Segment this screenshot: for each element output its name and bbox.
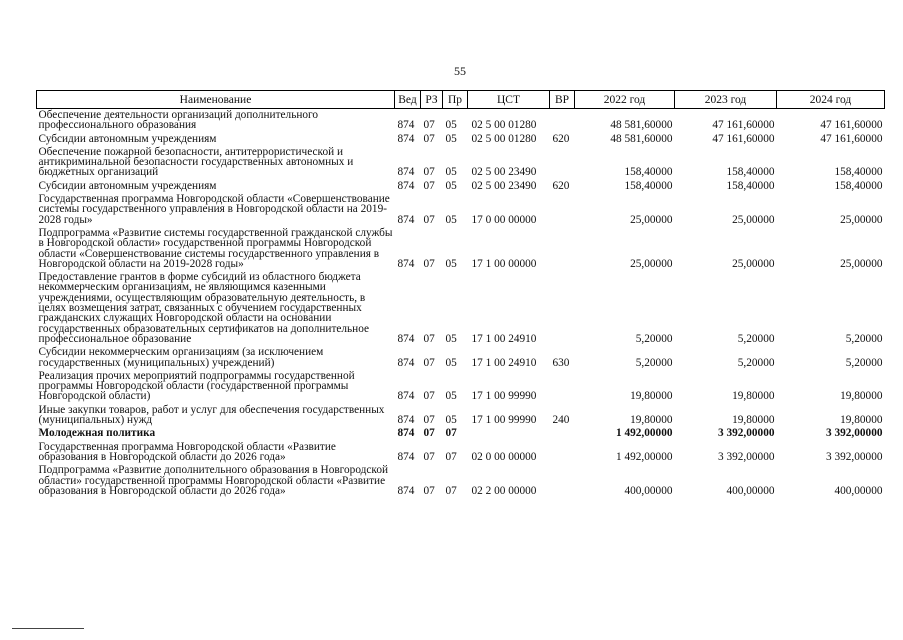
cell-2022: 48 581,60000	[610, 132, 673, 145]
table-row	[37, 427, 885, 440]
cell-2023: 19,80000	[732, 414, 775, 427]
cell-rz: 07	[423, 179, 435, 192]
cell-name: Субсидии автономным учреждениям	[38, 132, 217, 145]
cell-name: Обеспечение деятельности организаций дополнительного профессионального образования	[38, 109, 319, 132]
cell-ved: 874	[397, 414, 415, 427]
cell-2024: 3 392,00000	[826, 450, 883, 463]
cell-2022: 48 581,60000	[610, 119, 673, 132]
cell-cst: 17 0 00 00000	[471, 213, 537, 226]
cell-2024: 400,00000	[834, 484, 883, 497]
cell-ved: 874	[397, 179, 415, 192]
cell-rz: 07	[423, 356, 435, 369]
header-name: Наименование	[37, 91, 395, 109]
header-rz: РЗ	[421, 91, 443, 109]
cell-rz: 07	[423, 119, 435, 132]
cell-rz: 07	[423, 484, 435, 497]
cell-ved: 874	[397, 356, 415, 369]
cell-ved: 874	[397, 257, 415, 270]
cell-2024: 158,40000	[834, 166, 883, 179]
table-row	[37, 227, 885, 271]
table-header	[37, 91, 885, 109]
cell-2022: 19,80000	[630, 414, 673, 427]
cell-2022: 5,20000	[635, 332, 673, 345]
cell-rz: 07	[423, 132, 435, 145]
cell-2023: 5,20000	[737, 332, 775, 345]
cell-cst: 17 1 00 99990	[471, 390, 537, 403]
cell-2024: 19,80000	[840, 390, 883, 403]
cell-pr: 05	[445, 332, 457, 345]
table-row	[37, 346, 885, 370]
cell-pr: 05	[445, 356, 457, 369]
cell-name: Реализация прочих мероприятий подпрограммы государственной программы Новгородской области (государственной программы Новгородской области)	[38, 369, 355, 403]
header-vr: ВР	[550, 91, 575, 109]
cell-name: Иные закупки товаров, работ и услуг для обеспечения государственных (муниципальных) нужд	[38, 403, 385, 427]
cell-pr: 05	[445, 132, 457, 145]
cell-2023: 158,40000	[726, 166, 775, 179]
header-row	[37, 91, 885, 109]
table-row	[37, 193, 885, 227]
cell-pr: 07	[445, 484, 457, 497]
cell-cst: 02 2 00 00000	[471, 484, 537, 497]
cell-vr: 630	[552, 356, 570, 369]
cell-cst: 17 1 00 24910	[471, 332, 537, 345]
cell-2023: 5,20000	[737, 356, 775, 369]
cell-pr: 05	[445, 414, 457, 427]
cell-cst: 02 5 00 23490	[471, 179, 537, 192]
cell-cst: 17 1 00 00000	[471, 257, 537, 270]
cell-2024: 5,20000	[845, 356, 883, 369]
cell-2024: 47 161,60000	[820, 132, 883, 145]
cell-vr	[550, 370, 575, 404]
cell-rz: 07	[423, 257, 435, 270]
header-ved: Вед	[395, 91, 421, 109]
cell-2024: 3 392,00000	[826, 427, 883, 440]
cell-rz: 07	[423, 390, 435, 403]
budget-table-container	[36, 90, 884, 498]
cell-vr	[550, 193, 575, 227]
cell-name: Государственная программа Новгородской области «Развитие образования в Новгородской области до 2026 года»	[38, 440, 336, 463]
cell-name: Молодежная политика	[38, 427, 156, 440]
cell-vr: 620	[552, 132, 570, 145]
cell-2022: 19,80000	[630, 390, 673, 403]
table-row	[37, 109, 885, 133]
cell-vr	[550, 227, 575, 271]
cell-cst: 02 5 00 01280	[471, 132, 537, 145]
footnote-divider	[12, 628, 84, 629]
cell-2022: 1 492,00000	[616, 427, 673, 440]
cell-pr: 07	[445, 427, 457, 440]
cell-cst: 02 5 00 23490	[471, 166, 537, 179]
cell-2024: 5,20000	[845, 332, 883, 345]
cell-2023: 158,40000	[726, 179, 775, 192]
cell-name: Обеспечение пожарной безопасности, антитеррористической и антикриминальной безопасности государственных автономных и бюджетных организаций	[38, 145, 354, 179]
cell-vr	[550, 146, 575, 180]
cell-pr: 07	[445, 450, 457, 463]
cell-name: Государственная программа Новгородской области «Совершенствование системы государственного управления в Новгородской области на 2019-2028 годы»	[38, 193, 390, 226]
cell-2022: 158,40000	[624, 179, 673, 192]
cell-cst: 17 1 00 99990	[471, 414, 537, 427]
cell-ved: 874	[397, 390, 415, 403]
cell-cst: 17 1 00 24910	[471, 356, 537, 369]
cell-2022: 25,00000	[630, 213, 673, 226]
cell-ved: 874	[397, 484, 415, 497]
cell-2024: 19,80000	[840, 414, 883, 427]
cell-2023: 47 161,60000	[712, 132, 775, 145]
cell-name: Подпрограмма «Развитие дополнительного образования в Новгородской области» государственной программы Новгородской области «Развитие образования в Новгородской области до 2026 года»	[38, 464, 389, 497]
header-pr: Пр	[443, 91, 468, 109]
cell-pr: 05	[445, 179, 457, 192]
cell-2022: 158,40000	[624, 166, 673, 179]
cell-ved: 874	[397, 119, 415, 132]
cell-2024: 25,00000	[840, 213, 883, 226]
cell-rz: 07	[423, 166, 435, 179]
cell-2022: 1 492,00000	[616, 450, 673, 463]
cell-2024: 25,00000	[840, 257, 883, 270]
table-row	[37, 146, 885, 180]
table-row	[37, 464, 885, 498]
cell-rz: 07	[423, 414, 435, 427]
cell-rz: 07	[423, 450, 435, 463]
cell-ved: 874	[397, 166, 415, 179]
cell-cst: 02 0 00 00000	[471, 450, 537, 463]
cell-2022: 5,20000	[635, 356, 673, 369]
cell-2023: 25,00000	[732, 213, 775, 226]
table-row	[37, 180, 885, 193]
cell-vr: 620	[552, 179, 570, 192]
cell-cst	[468, 427, 550, 440]
cell-pr: 05	[445, 390, 457, 403]
cell-pr: 05	[445, 166, 457, 179]
header-2022: 2022 год	[575, 91, 675, 109]
cell-2023: 47 161,60000	[712, 119, 775, 132]
cell-vr	[550, 109, 575, 133]
cell-2023: 3 392,00000	[718, 427, 775, 440]
header-2023: 2023 год	[675, 91, 777, 109]
cell-rz: 07	[423, 213, 435, 226]
table-row	[37, 271, 885, 346]
cell-vr	[550, 464, 575, 498]
table-row	[37, 404, 885, 428]
cell-2023: 19,80000	[732, 390, 775, 403]
cell-vr: 240	[552, 414, 570, 427]
cell-ved: 874	[397, 427, 415, 440]
cell-2023: 400,00000	[726, 484, 775, 497]
cell-name: Подпрограмма «Развитие системы государственной гражданской службы в Новгородской области» государственной программы Новгородской области «Совершенствование системы государственного управления в Новгородской области на 2019-2028 годы»	[38, 226, 393, 270]
table-row	[37, 133, 885, 146]
cell-pr: 05	[445, 257, 457, 270]
table-body	[37, 109, 885, 499]
header-cst: ЦСТ	[468, 91, 550, 109]
cell-pr: 05	[445, 213, 457, 226]
cell-pr: 05	[445, 119, 457, 132]
cell-ved: 874	[397, 450, 415, 463]
cell-name: Предоставление грантов в форме субсидий из областного бюджета некоммерческим организациям, не являющимся казенными учреждениями, осуществляющим образовательную деятельность, в целях возмещения затрат, связанных с обучением государственных гражданских служащих Новгородской области на основании государственных образовательных сертификатов на дополнительное профессиональное образование	[38, 271, 370, 345]
table-row	[37, 370, 885, 404]
cell-rz: 07	[423, 332, 435, 345]
budget-table	[36, 90, 885, 498]
cell-ved: 874	[397, 132, 415, 145]
cell-ved: 874	[397, 213, 415, 226]
cell-2024: 47 161,60000	[820, 119, 883, 132]
cell-ved: 874	[397, 332, 415, 345]
cell-vr	[550, 427, 575, 440]
cell-2024: 158,40000	[834, 179, 883, 192]
cell-rz: 07	[423, 427, 435, 440]
cell-vr	[550, 441, 575, 465]
table-row	[37, 441, 885, 465]
page-number: 55	[454, 64, 466, 78]
cell-name: Субсидии некоммерческим организациям (за исключением государственных (муниципальных) учреждений)	[38, 346, 324, 369]
cell-vr	[550, 271, 575, 346]
cell-2023: 3 392,00000	[718, 450, 775, 463]
cell-name: Субсидии автономным учреждениям	[38, 179, 217, 192]
cell-2022: 400,00000	[624, 484, 673, 497]
cell-2022: 25,00000	[630, 257, 673, 270]
header-2024: 2024 год	[777, 91, 885, 109]
cell-2023: 25,00000	[732, 257, 775, 270]
cell-cst: 02 5 00 01280	[471, 119, 537, 132]
